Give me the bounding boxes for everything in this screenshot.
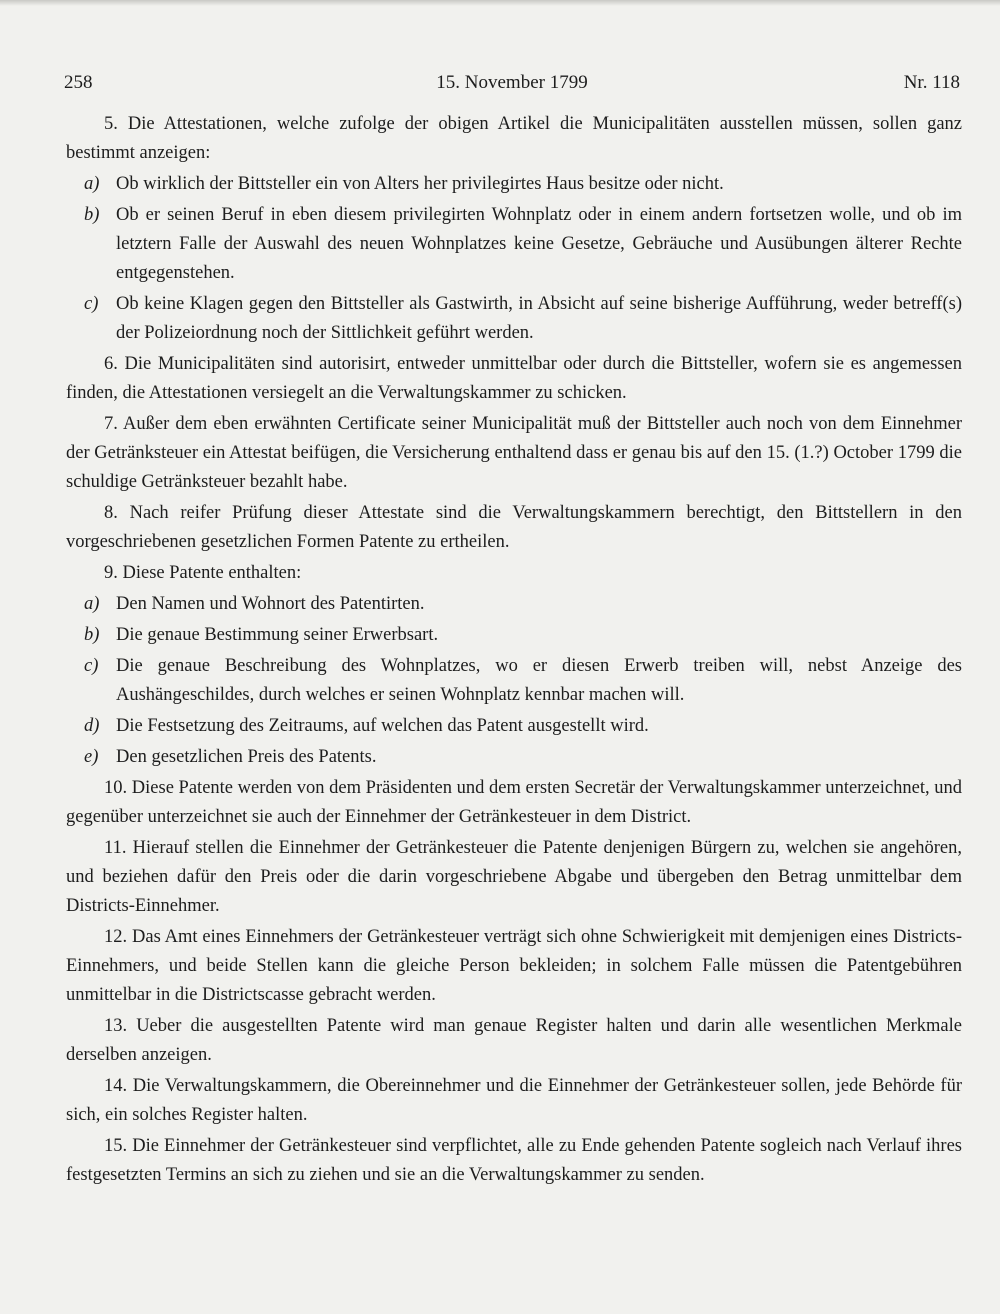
list-item — [66, 201, 962, 288]
list-item-label: b) — [84, 205, 100, 225]
list-item-label: b) — [84, 625, 100, 645]
article-paragraph: 11. Hierauf stellen die Einnehmer der Getränkesteuer die Patente denjenigen Bürgern zu, welchen sie angehören, und beziehen dafür den Preis oder die darin vorgeschriebene Abgabe und übergeben den Betrag unmittelbar dem Districts-Einnehmer. — [66, 838, 962, 916]
list-item-text: Den gesetzlichen Preis des Patents. — [116, 747, 377, 767]
list-item-label: c) — [84, 294, 99, 314]
list-item — [66, 621, 962, 650]
document-number: Nr. 118 — [903, 72, 960, 93]
article-paragraph: 14. Die Verwaltungskammern, die Obereinnehmer und die Einnehmer der Getränkesteuer sollen, jede Behörde für sich, ein solches Register halten. — [66, 1076, 962, 1125]
article-paragraph: 13. Ueber die ausgestellten Patente wird man genaue Register halten und darin alle wesentlichen Merkmale derselben anzeigen. — [66, 1016, 962, 1065]
page-top-edge — [0, 0, 1000, 6]
article-paragraph: 10. Diese Patente werden von dem Präsidenten und dem ersten Secretär der Verwaltungskammer unterzeichnet, und gegenüber unterzeichnet sie auch der Einnehmer der Getränkesteuer in dem District. — [66, 778, 962, 827]
list-item — [66, 290, 962, 348]
article-paragraph: 5. Die Attestationen, welche zufolge der obigen Artikel die Municipalitäten ausstellen müssen, sollen ganz bestimmt anzeigen: — [66, 114, 962, 163]
list-item — [66, 743, 962, 772]
list-item-label: c) — [84, 656, 99, 676]
page-number: 258 — [64, 72, 93, 93]
list-item-label: a) — [84, 174, 100, 194]
list-item-text: Die Festsetzung des Zeitraums, auf welchen das Patent ausgestellt wird. — [116, 716, 649, 736]
list-item-text: Den Namen und Wohnort des Patentirten. — [116, 594, 425, 614]
list-item-text: Ob er seinen Beruf in eben diesem privilegirten Wohnplatz oder in einem andern fortsetzen wolle, und ob im letztern Falle der Auswahl des neuen Wohnplatzes keine Gesetze, Gebräuche und Ausübungen älterer Rechte entgegenstehen. — [116, 205, 962, 283]
list-item-label: e) — [84, 747, 99, 767]
list-item-text: Die genaue Bestimmung seiner Erwerbsart. — [116, 625, 439, 645]
running-header — [64, 72, 960, 102]
document-body — [66, 110, 962, 1192]
article-paragraph: 9. Diese Patente enthalten: — [104, 563, 302, 583]
list-item — [66, 170, 962, 199]
list-item-label: a) — [84, 594, 100, 614]
list-item — [66, 652, 962, 710]
article-paragraph: 6. Die Municipalitäten sind autorisirt, entweder unmittelbar oder durch die Bittsteller, wofern sie es angemessen finden, die Attestationen versiegelt an die Verwaltungskammer zu schicken. — [66, 354, 962, 403]
article-paragraph: 7. Außer dem eben erwähnten Certificate seiner Municipalität muß der Bittsteller auch noch von dem Einnehmer der Getränksteuer ein Attestat beifügen, die Versicherung enthaltend dass er genau bis auf den 15. (1.?) October 1799 die schuldige Getränksteuer bezahlt habe. — [66, 414, 962, 492]
list-item-text: Ob keine Klagen gegen den Bittsteller als Gastwirth, in Absicht auf seine bisherige Aufführung, weder betreff(s) der Polizeiordnung noch der Sittlichkeit geführt werden. — [116, 294, 962, 343]
article-paragraph: 12. Das Amt eines Einnehmers der Getränkesteuer verträgt sich ohne Schwierigkeit mit demjenigen eines Districts-Einnehmers, und beide Stellen kann die gleiche Person bekleiden; in solchem Falle müssen die Patentgebühren unmittelbar in die Districtscasse gebracht werden. — [66, 927, 962, 1005]
header-date: 15. November 1799 — [436, 72, 588, 93]
article-paragraph: 8. Nach reifer Prüfung dieser Attestate sind die Verwaltungskammern berechtigt, den Bittstellern in den vorgeschriebenen gesetzlichen Formen Patente zu ertheilen. — [66, 503, 962, 552]
list-item-text: Die genaue Beschreibung des Wohnplatzes, wo er diesen Erwerb treiben will, nebst Anzeige des Aushängeschildes, durch welches er seinen Wohnplatz kennbar machen will. — [116, 656, 962, 705]
article-paragraph: 15. Die Einnehmer der Getränkesteuer sind verpflichtet, alle zu Ende gehenden Patente sogleich nach Verlauf ihres festgesetzten Termins an sich zu ziehen und sie an die Verwaltungskammer zu senden. — [66, 1136, 962, 1185]
list-item — [66, 590, 962, 619]
list-item-text: Ob wirklich der Bittsteller ein von Alters her privilegirtes Haus besitze oder nicht. — [116, 174, 724, 194]
list-item-label: d) — [84, 716, 100, 736]
list-item — [66, 712, 962, 741]
